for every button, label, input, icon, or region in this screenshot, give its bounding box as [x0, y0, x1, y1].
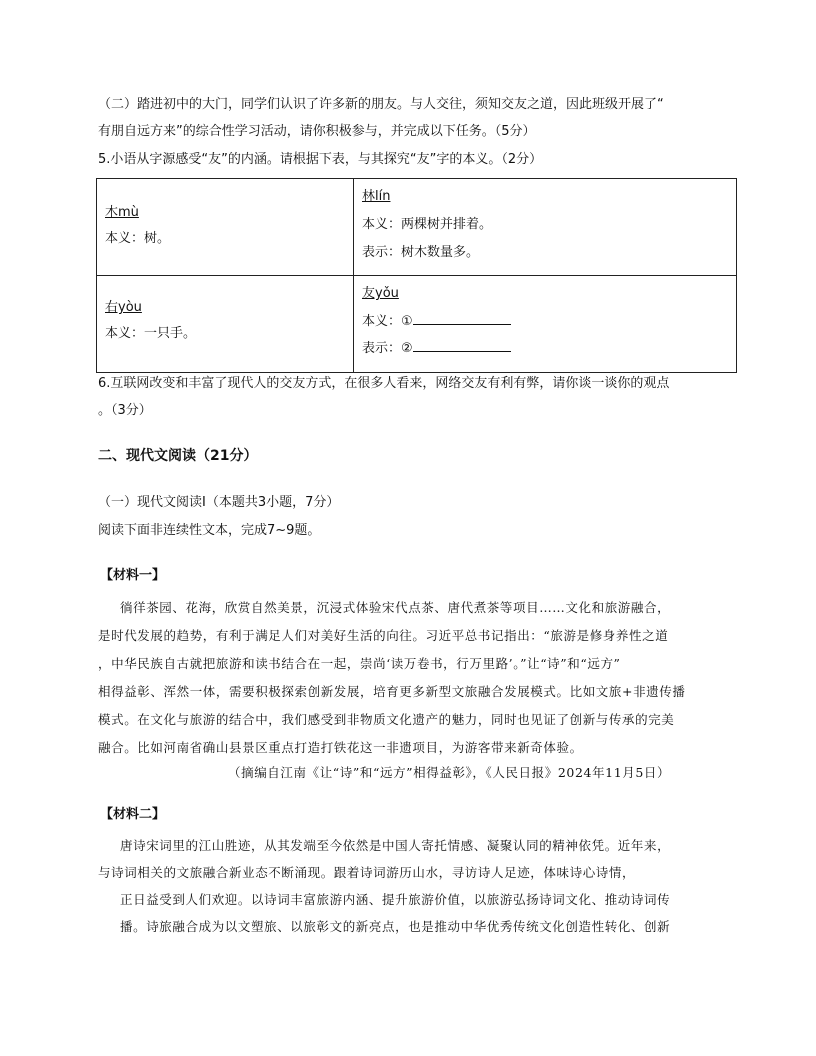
material1-line: 相得益彰、浑然一体，需要积极探索创新发展，培育更多新型文旅融合发展模式。比如文旅+非遗传播 [98, 684, 686, 699]
blank-2-row [362, 337, 511, 356]
q5-table [96, 178, 737, 373]
cell-lin-meaning: 本义：两棵树并排着。 [362, 217, 493, 232]
part2-heading: 二、现代文阅读（21分） [98, 448, 258, 464]
material2-line: 唐诗宋词里的江山胜迹，从其发端至今依然是中国人寄托情感、凝聚认同的精神依凭。近年来， [120, 838, 671, 853]
cell-lin [354, 179, 737, 276]
cell-mu-meaning: 本义：树。 [105, 231, 171, 246]
material1-label: 【材料一】 [100, 568, 166, 583]
part2-sub-heading: （一）现代文阅读I（本题共3小题，7分） [98, 495, 340, 510]
material1-source: （摘编自江南《让“诗”和“远方”相得益彰》，《人民日报》2024年11月5日） [228, 765, 671, 780]
cell-mu-title: 木mù [105, 205, 139, 220]
material1-line: 是时代发展的趋势，有利于满足人们对美好生活的向往。习近平总书记指出：“旅游是修身养性之道 [98, 628, 669, 643]
cell-you-friend-title: 友yǒu [362, 286, 399, 301]
cell-you-right-title: 右yòu [105, 300, 142, 315]
cell-lin-title: 林lín [362, 189, 391, 204]
q6-line-1: 6.互联网改变和丰富了现代人的交友方式，在很多人看来，网络交友有利有弊，请你谈一谈你的观点 [98, 376, 670, 391]
intro-line-2: 有朋自远方来”的综合性学习活动，请你积极参与，并完成以下任务。（5分） [98, 124, 536, 139]
material2-line: 正日益受到人们欢迎。以诗词丰富旅游内涵、提升旅游价值，以旅游弘扬诗词文化、推动诗词传 [120, 892, 671, 907]
blank-2-label: 表示：② [362, 341, 413, 356]
material2-line: 播。诗旅融合成为以文塑旅、以旅彰文的新亮点，也是推动中华优秀传统文化创造性转化、创新 [120, 919, 671, 934]
cell-lin-indicates: 表示：树木数量多。 [362, 245, 480, 260]
cell-you-friend [354, 276, 737, 373]
part2-instruction: 阅读下面非连续性文本，完成7~9题。 [98, 523, 321, 538]
blank-1-label: 本义：① [362, 314, 413, 329]
cell-mu [97, 179, 354, 276]
intro-line-1: （二）踏进初中的大门，同学们认识了许多新的朋友。与人交往，须知交友之道，因此班级开展了“ [98, 97, 664, 112]
material1-line: ，中华民族自古就把旅游和读书结合在一起，崇尚‘读万卷书，行万里路’。”让“诗”和“远方” [98, 656, 621, 671]
cell-you-right [97, 276, 354, 373]
blank-1-row [362, 310, 511, 329]
q5-prompt: 5.小语从字源感受“友”的内涵。请根据下表，与其探究“友”字的本义。（2分） [98, 152, 543, 167]
material1-line: 徜徉茶园、花海，欣赏自然美景，沉浸式体验宋代点茶、唐代煮茶等项目……文化和旅游融合， [120, 600, 671, 615]
material2-label: 【材料二】 [100, 807, 166, 822]
answer-blank-1[interactable] [413, 312, 511, 325]
material1-line: 模式。在文化与旅游的结合中，我们感受到非物质文化遗产的魅力，同时也见证了创新与传承的完美 [98, 712, 675, 727]
material1-line: 融合。比如河南省确山县景区重点打造打铁花这一非遗项目，为游客带来新奇体验。 [98, 740, 583, 755]
answer-blank-2[interactable] [413, 339, 511, 352]
q6-line-2: 。（3分） [98, 403, 152, 418]
material2-line: 与诗词相关的文旅融合新业态不断涌现。跟着诗词游历山水，寻访诗人足迹，体味诗心诗情， [98, 865, 636, 880]
cell-you-right-meaning: 本义：一只手。 [105, 326, 197, 341]
